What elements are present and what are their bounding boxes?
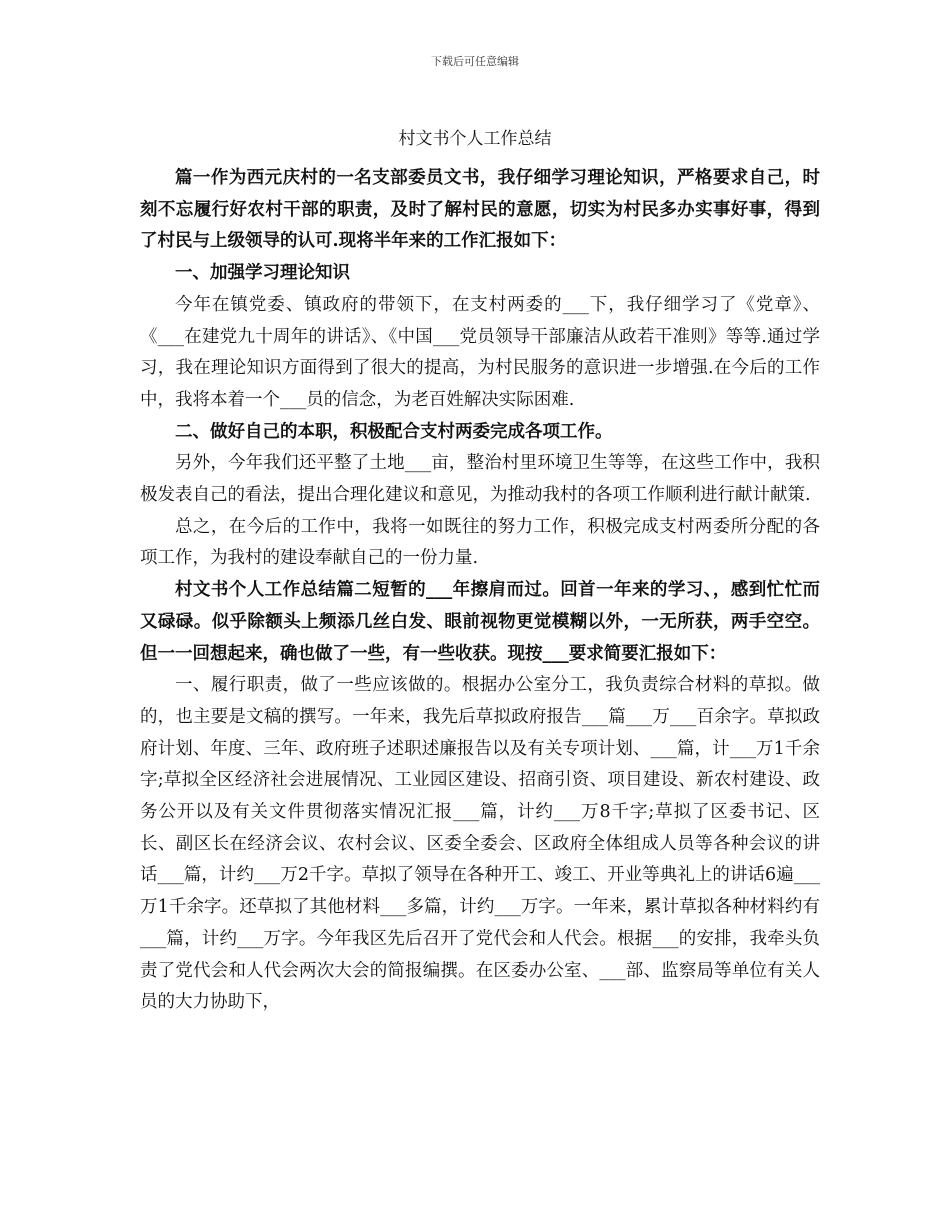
page-header: 下载后可任意编辑	[431, 55, 519, 68]
paragraph-duties: 一、履行职责，做了一些应该做的。根据办公室分工，我负责综合材料的草拟。做的，也主要是文稿的撰写。一年来，我先后草拟政府报告___篇___万___百余字。草拟政府计划、年度、三年、政府班子述职述廉报告以及有关专项计划、___篇，计___万1千余字;草拟全区经济社会进展情况、工业园区建设、招商引资、项目建设、新农村建设、政务公开以及有关文件贯彻落实情况汇报___篇，计约___万8千字;草拟了区委书记、区长、副区长在经济会议、农村会议、区委全委会、区政府全体组成人员等各种会议的讲话___篇，计约___万2千字。草拟了领导在各种开工、竣工、开业等典礼上的讲话6遍___万1千余字。还草拟了其他材料___多篇，计约___万字。一年来，累计草拟各种材料约有___篇，计约___万字。今年我区先后召开了党代会和人代会。根据___的安排，我牵头负责了党代会和人代会两次大会的简报编撰。在区委办公室、___部、监察局等单位有关人员的大力协助下，	[140, 675, 820, 1013]
paragraph-intro: 篇一作为西元庆村的一名支部委员文书，我仔细学习理论知识，严格要求自己，时刻不忘履行好农村干部的职责，及时了解村民的意愿，切实为村民多办实事好事，得到了村民与上级领导的认可.现将半年来的工作汇报如下：	[140, 168, 820, 252]
document-title: 村文书个人工作总结	[398, 129, 552, 149]
paragraph-part-two-intro: 村文书个人工作总结篇二短暂的___年擦肩而过。回首一年来的学习、，感到忙忙而又碌碌。似乎除额头上频添几丝白发、眼前视物更觉模糊以外，一无所获，两手空空。但一一回想起来，确也做了一些，有一些收获。现按___要求简要汇报如下：	[140, 580, 820, 664]
paragraph-other-work: 另外，今年我们还平整了土地___亩，整治村里环境卫生等等，在这些工作中，我积极发表自己的看法，提出合理化建议和意见，为推动我村的各项工作顺利进行献计献策.	[140, 453, 820, 506]
paragraph-study: 今年在镇党委、镇政府的带领下，在支村两委的___下，我仔细学习了《党章》、《___在建党九十周年的讲话》、《中国___党员领导干部廉洁从政若干准则》等等.通过学习，我在理论知识方面得到了很大的提高，为村民服务的意识进一步增强.在今后的工作中，我将本着一个___员的信念，为老百姓解决实际困难.	[140, 294, 820, 410]
paragraph-conclusion: 总之，在今后的工作中，我将一如既往的努力工作，积极完成支村两委所分配的各项工作，为我村的建设奉献自己的一份力量.	[140, 516, 820, 569]
section-heading-2: 二、做好自己的本职，积极配合支村两委完成各项工作。	[175, 421, 613, 442]
document-body	[140, 163, 820, 1019]
section-heading-1: 一、加强学习理论知识	[175, 263, 350, 284]
